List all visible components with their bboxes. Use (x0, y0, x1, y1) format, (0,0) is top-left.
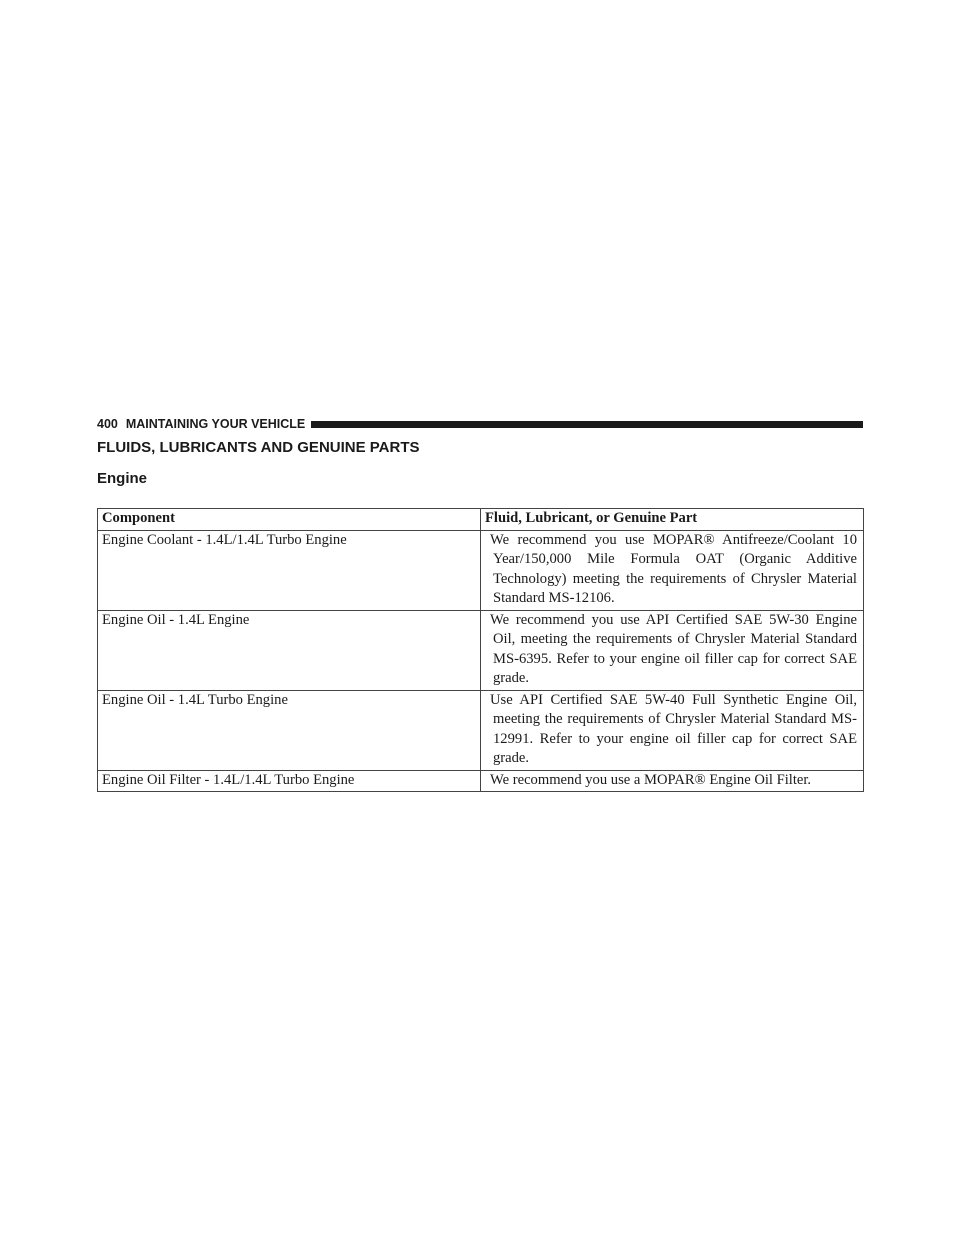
table-row (98, 530, 864, 610)
page-number: 400 (97, 417, 118, 431)
component-cell: Engine Coolant - 1.4L/1.4L Turbo Engine (98, 530, 481, 610)
section-title: FLUIDS, LUBRICANTS AND GENUINE PARTS (97, 439, 420, 456)
fluids-table (97, 508, 864, 792)
part-cell: We recommend you use API Certified SAE 5W-30 Engine Oil, meeting the requirements of Chrysler Material Standard MS-6395. Refer to your engine oil filler cap for correct SAE grade. (481, 610, 864, 690)
page-header (97, 414, 863, 434)
column-header-component: Component (98, 509, 481, 531)
component-cell: Engine Oil Filter - 1.4L/1.4L Turbo Engine (98, 770, 481, 792)
component-cell: Engine Oil - 1.4L Engine (98, 610, 481, 690)
table-row (98, 690, 864, 770)
column-header-part: Fluid, Lubricant, or Genuine Part (481, 509, 864, 531)
header-rule (311, 421, 863, 428)
component-cell: Engine Oil - 1.4L Turbo Engine (98, 690, 481, 770)
part-cell: We recommend you use a MOPAR® Engine Oil Filter. (481, 770, 864, 792)
table-row (98, 770, 864, 792)
part-cell: Use API Certified SAE 5W-40 Full Synthetic Engine Oil, meeting the requirements of Chrysler Material Standard MS-12991. Refer to your engine oil filler cap for correct SAE grade. (481, 690, 864, 770)
part-cell: We recommend you use MOPAR® Antifreeze/Coolant 10 Year/150,000 Mile Formula OAT (Organic Additive Technology) meeting the requirements of Chrysler Material Standard MS-12106. (481, 530, 864, 610)
running-head: MAINTAINING YOUR VEHICLE (125, 417, 306, 431)
subsection-title: Engine (97, 470, 148, 487)
table-row (98, 610, 864, 690)
table-header-row (98, 509, 864, 531)
